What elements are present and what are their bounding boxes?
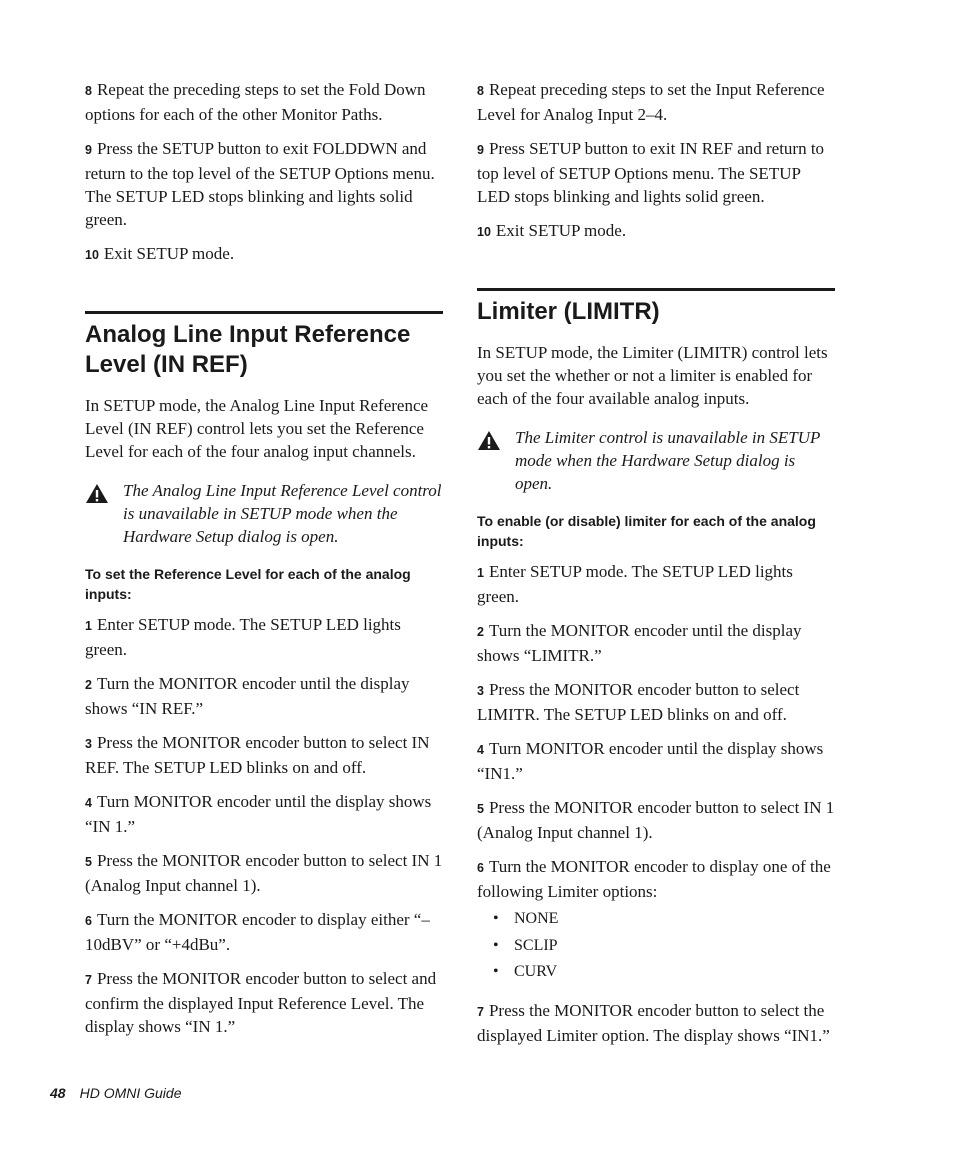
step-text: Exit SETUP mode. [495,221,627,240]
right-column [477,78,835,1058]
section-body: In SETUP mode, the Limiter (LIMITR) control lets you set the whether or not a limiter is enabled for each of the four available analog inputs. [477,343,828,408]
step-number: 4 [477,743,484,757]
step-text: Turn the MONITOR encoder until the display shows “LIMITR.” [477,621,802,665]
step-item [477,737,835,785]
step-number: 3 [477,684,484,698]
step-text: Press the SETUP button to exit FOLDDWN and return to the top level of the SETUP Options menu. The SETUP LED stops blinking and lights solid green. [85,139,435,229]
step-item [477,796,835,844]
procedure-title: To enable (or disable) limiter for each of the analog inputs: [477,513,816,549]
step-text: Press the MONITOR encoder button to select IN REF. The SETUP LED blinks on and off. [85,733,430,777]
section-body: In SETUP mode, the Analog Line Input Reference Level (IN REF) control lets you set the Reference Level for each of the four analog input channels. [85,396,429,461]
step-number: 10 [477,225,491,239]
warning-text: The Analog Line Input Reference Level control is unavailable in SETUP mode when the Hardware Setup dialog is open. [123,481,442,546]
step-text: Press SETUP button to exit IN REF and return to top level of SETUP Options menu. The SETUP LED stops blinking and lights solid green. [477,139,825,206]
step-number: 7 [477,1004,484,1019]
step-text: Turn the MONITOR encoder to display one of the following Limiter options: [477,857,831,901]
step-item [85,613,443,661]
step-text: Repeat the preceding steps to set the Fold Down options for each of the other Monitor Paths. [85,80,426,124]
step-text: Exit SETUP mode. [103,244,235,263]
step-item [85,672,443,720]
section-heading: Analog Line Input Reference Level (IN REF) [85,311,443,380]
step-number: 3 [85,737,92,751]
warning-triangle-icon [477,426,515,456]
step-item [477,137,835,208]
page-footer [50,1085,182,1101]
step-item [85,731,443,779]
limiter-options-list [493,906,835,986]
step-item [85,849,443,897]
step-item [477,560,835,608]
step-item [85,908,443,956]
step-item [85,78,443,126]
step-item [477,999,835,1047]
step-number: 1 [477,566,484,580]
step-item [477,619,835,667]
step-item [85,137,443,231]
step-number: 8 [85,84,92,98]
step-number: 10 [85,248,99,262]
warning-triangle-icon [85,479,123,509]
step-text: Enter SETUP mode. The SETUP LED lights green. [477,562,793,606]
step-number: 8 [477,84,484,98]
step-item [477,219,835,244]
step-text: Turn the MONITOR encoder to display either “–10dBV” or “+4dBu”. [85,910,430,954]
step-text: Turn the MONITOR encoder until the display shows “IN REF.” [85,674,410,718]
page-number: 48 [50,1085,66,1101]
step-text: Press the MONITOR encoder button to select and confirm the displayed Input Reference Level. The display shows “IN 1.” [85,969,437,1036]
step-text: Turn MONITOR encoder until the display shows “IN1.” [477,739,824,783]
step-number: 5 [477,802,484,816]
step-number: 1 [85,619,92,633]
step-number: 2 [85,678,92,692]
step-text: Repeat preceding steps to set the Input Reference Level for Analog Input 2–4. [477,80,825,124]
step-item [85,242,443,267]
left-column [85,78,443,1049]
step-number: 6 [85,914,92,928]
step-item [477,855,835,903]
guide-title: HD OMNI Guide [79,1085,182,1101]
list-item: • CURV [493,959,835,986]
step-number: 5 [85,855,92,869]
step-item [85,967,443,1038]
step-text: Press the MONITOR encoder button to select LIMITR. The SETUP LED blinks on and off. [477,680,800,724]
list-item: • SCLIP [493,933,835,960]
step-text: Enter SETUP mode. The SETUP LED lights green. [85,615,401,659]
list-item: • NONE [493,906,835,933]
procedure-title: To set the Reference Level for each of the analog inputs: [85,566,411,602]
step-text: Press the MONITOR encoder button to select the displayed Limiter option. The display shows “IN1.” [477,1000,830,1045]
warning-note [85,479,443,548]
section-heading: Limiter (LIMITR) [477,288,835,327]
step-text: Turn MONITOR encoder until the display shows “IN 1.” [85,792,432,836]
step-number: 9 [85,143,92,157]
step-item [85,790,443,838]
step-number: 2 [477,625,484,639]
warning-note [477,426,835,495]
step-number: 4 [85,796,92,810]
step-text: Press the MONITOR encoder button to select IN 1 (Analog Input channel 1). [85,851,443,895]
warning-text: The Limiter control is unavailable in SETUP mode when the Hardware Setup dialog is open. [515,428,821,493]
step-text: Press the MONITOR encoder button to select IN 1 (Analog Input channel 1). [477,798,835,842]
step-item [477,678,835,726]
step-item [477,78,835,126]
step-number: 7 [85,973,92,987]
step-number: 6 [477,861,484,875]
step-number: 9 [477,143,484,157]
